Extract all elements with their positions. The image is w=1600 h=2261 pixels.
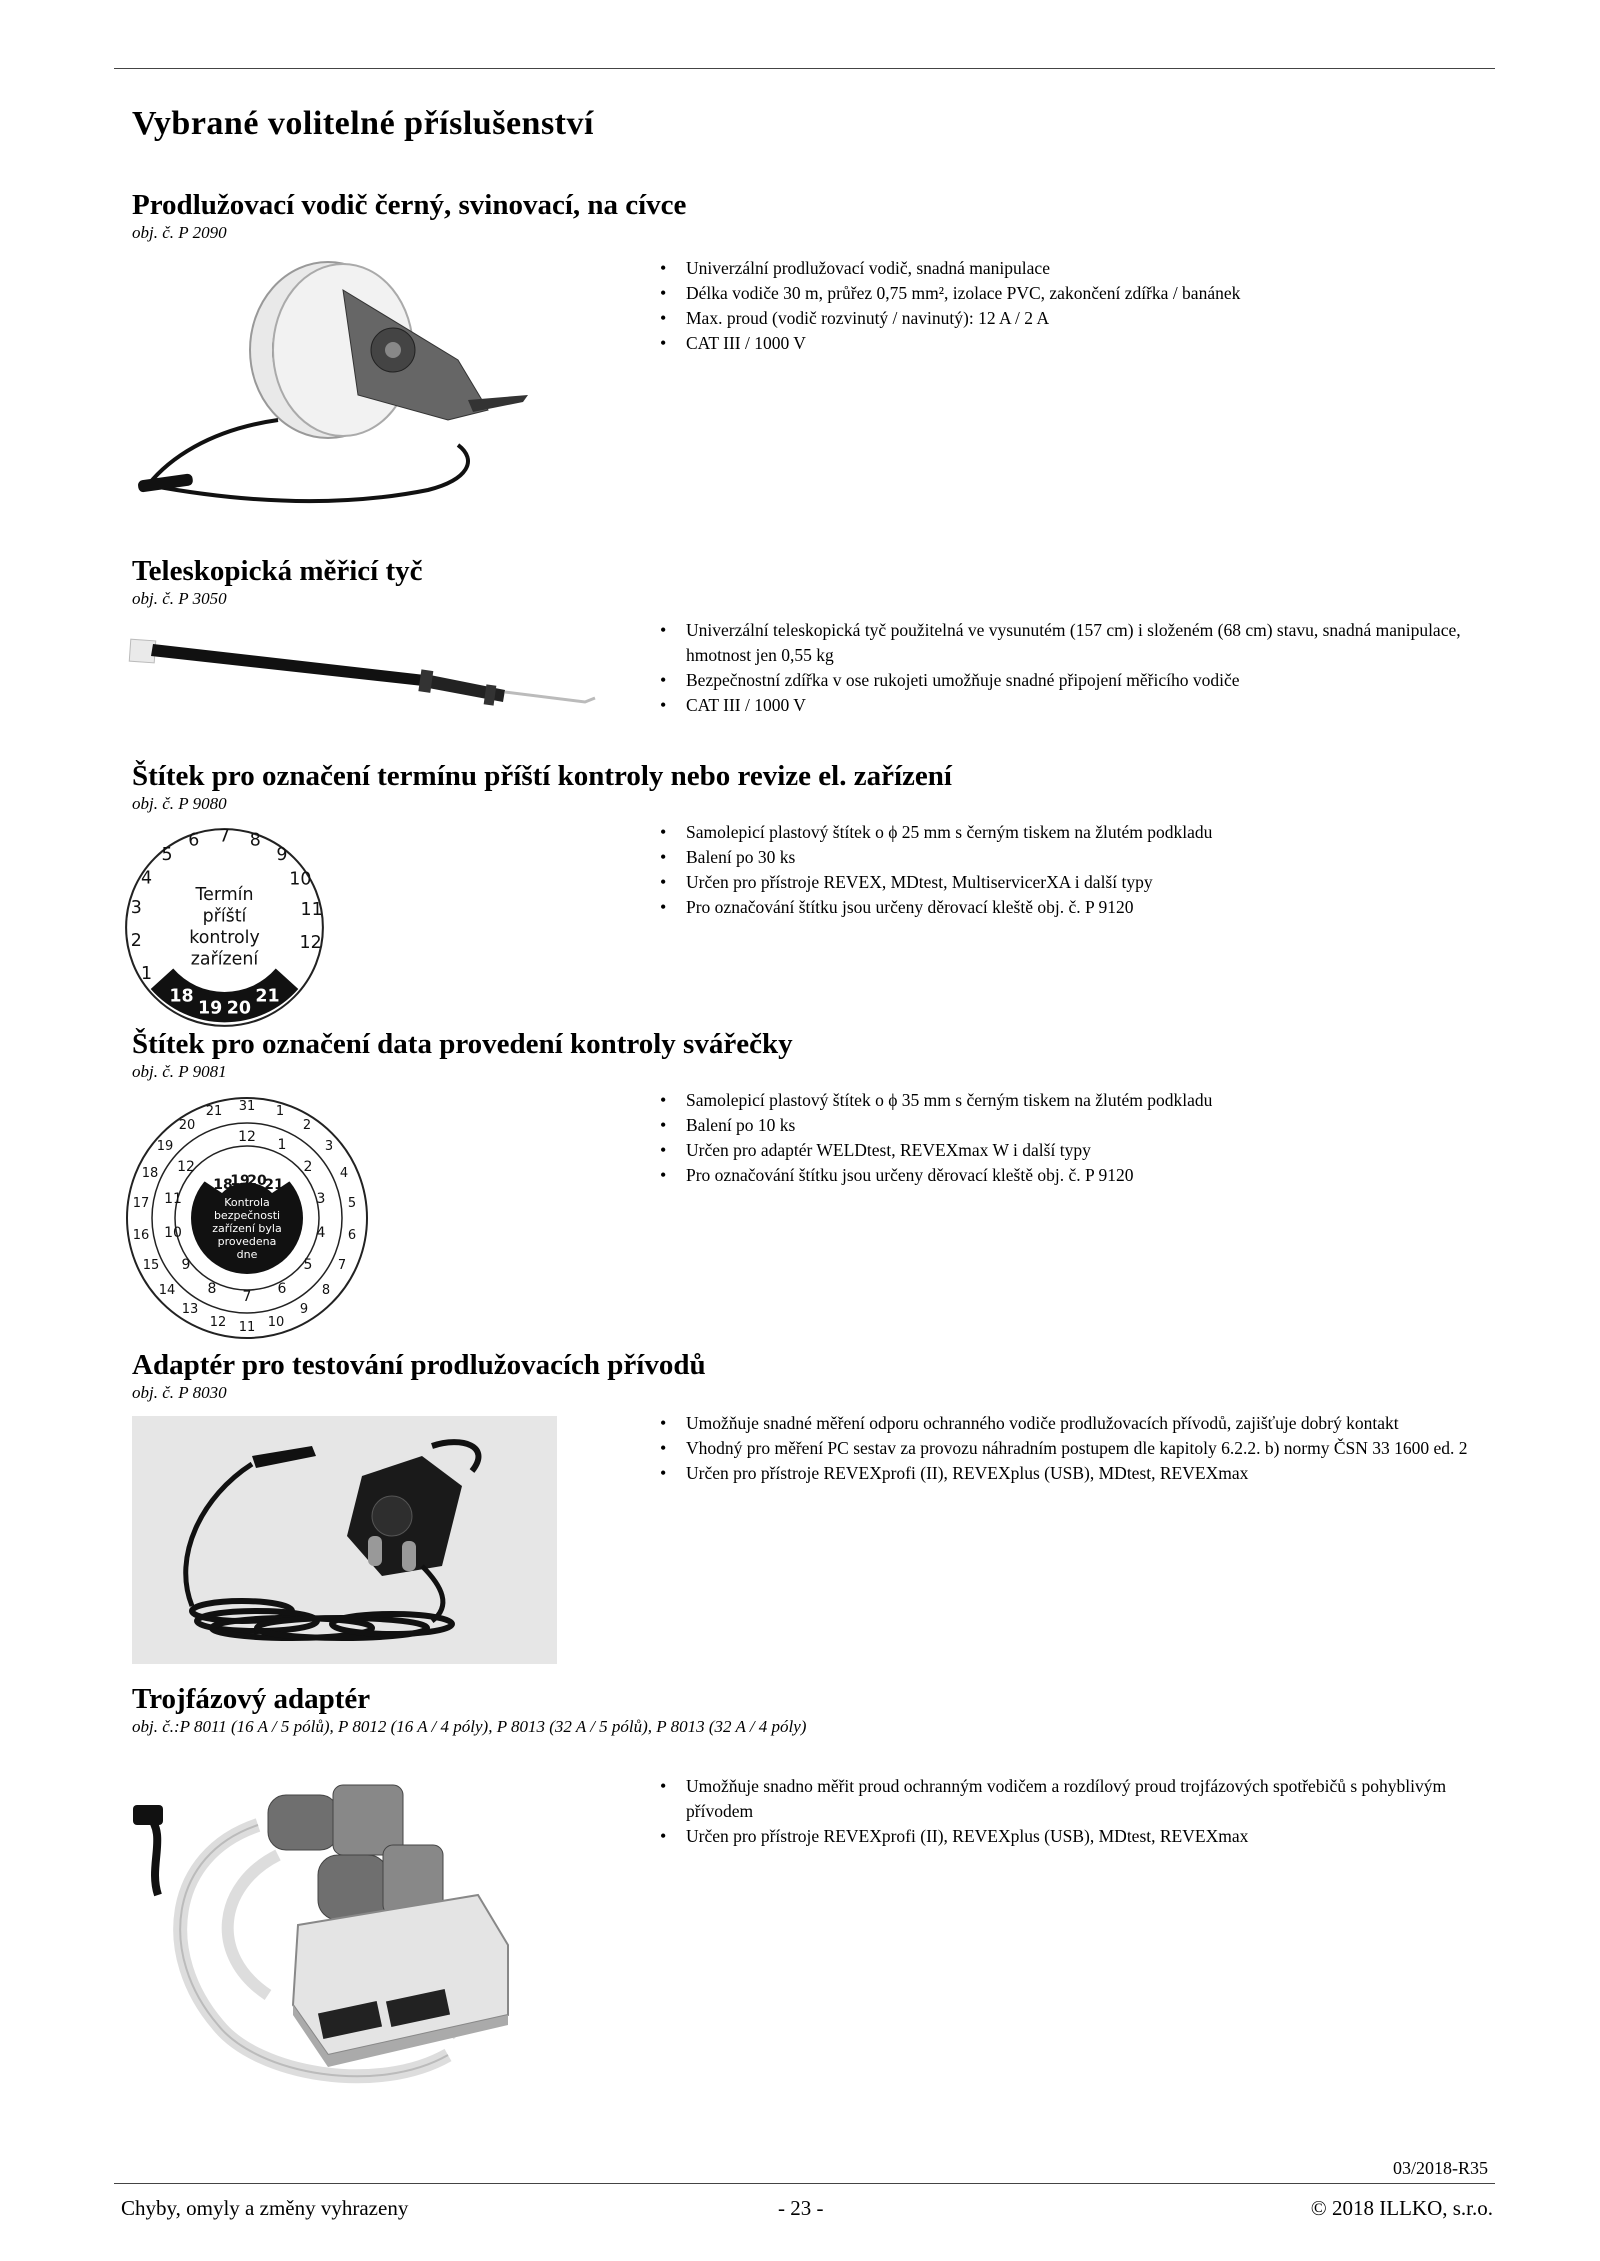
label-line: provedena [217, 1235, 277, 1248]
bullet-list-three-phase-adapter [660, 1774, 1510, 1849]
bullet-item: • Univerzální teleskopická tyč použitelná ve vysunutém (157 cm) i složeném (68 cm) stavu, snadná manipulace, hmotnost jen 0,55 kg [660, 618, 1510, 668]
svg-text:12: 12 [209, 1315, 227, 1330]
svg-text:3: 3 [324, 1139, 334, 1154]
three-phase-adapter-photo [128, 1775, 558, 2095]
svg-text:10: 10 [289, 869, 312, 890]
svg-text:18: 18 [141, 1166, 159, 1181]
section-title: Teleskopická měřicí tyč [132, 555, 423, 587]
svg-text:5: 5 [161, 844, 173, 865]
svg-text:10: 10 [267, 1315, 285, 1330]
year-label: 20 [226, 998, 251, 1019]
section-inspection-label [132, 758, 952, 814]
svg-text:6: 6 [277, 1281, 287, 1297]
svg-text:1: 1 [141, 963, 153, 984]
svg-text:4: 4 [316, 1225, 326, 1241]
bullet-item: • Určen pro adaptér WELDtest, REVEXmax W i další typy [660, 1138, 1510, 1163]
svg-text:4: 4 [141, 868, 153, 889]
svg-text:7: 7 [337, 1258, 347, 1273]
svg-text:21: 21 [205, 1104, 223, 1119]
bullet-item: • CAT III / 1000 V [660, 693, 1510, 718]
page-title: Vybrané volitelné příslušenství [132, 105, 594, 142]
footer-copyright: © 2018 ILLKO, s.r.o. [1310, 2196, 1493, 2220]
bullet-item: • Umožňuje snadno měřit proud ochranným vodičem a rozdílový proud trojfázových spotřebičů s pohyblivým přívodem [660, 1774, 1510, 1824]
svg-text:8: 8 [249, 830, 261, 851]
welder-label-image [122, 1093, 372, 1343]
label-line: Kontrola [224, 1196, 270, 1209]
telescopic-rod-photo [125, 630, 605, 720]
extension-adapter-photo [132, 1416, 557, 1664]
bullet-item: • Vhodný pro měření PC sestav za provozu náhradním postupem dle kapitoly 6.2.2. b) normy ČSN 33 1600 ed. 2 [660, 1436, 1510, 1461]
footer-disclaimer: Chyby, omyly a změny vyhrazeny [121, 2196, 409, 2220]
svg-text:7: 7 [242, 1289, 252, 1305]
year-label: 18 [213, 1177, 233, 1193]
bullet-list-cable-reel [660, 256, 1510, 356]
year-label: 19 [230, 1173, 250, 1189]
svg-text:2: 2 [303, 1159, 313, 1175]
bullet-item: • Určen pro přístroje REVEXprofi (II), REVEXplus (USB), MDtest, REVEXmax [660, 1824, 1510, 1849]
bullet-item: • Bezpečnostní zdířka v ose rukojeti umožňuje snadné připojení měřicího vodiče [660, 668, 1510, 693]
top-rule [114, 68, 1495, 69]
bullet-item: • Pro označování štítku jsou určeny děrovací kleště obj. č. P 9120 [660, 895, 1510, 920]
svg-text:5: 5 [347, 1196, 357, 1211]
bullet-item: • Max. proud (vodič rozvinutý / navinutý): 12 A / 2 A [660, 306, 1510, 331]
page-number: - 23 - [778, 2196, 824, 2220]
svg-text:3: 3 [130, 898, 142, 919]
svg-text:12: 12 [177, 1159, 195, 1175]
bullet-item: • Délka vodiče 30 m, průřez 0,75 mm², izolace PVC, zakončení zdířka / banánek [660, 281, 1510, 306]
bullet-item: • Pro označování štítku jsou určeny děrovací kleště obj. č. P 9120 [660, 1163, 1510, 1188]
year-label: 18 [169, 986, 194, 1007]
svg-text:20: 20 [178, 1118, 196, 1133]
section-extension-adapter [132, 1347, 706, 1403]
svg-text:5: 5 [303, 1257, 313, 1273]
svg-text:2: 2 [130, 930, 142, 951]
bullet-item: • Samolepicí plastový štítek o ϕ 35 mm s černým tiskem na žlutém podkladu [660, 1088, 1510, 1113]
label-line: bezpečnosti [213, 1209, 281, 1222]
order-code: obj. č. P 2090 [132, 223, 227, 242]
section-title: Prodlužovací vodič černý, svinovací, na cívce [132, 189, 687, 221]
svg-text:16: 16 [132, 1228, 150, 1243]
svg-text:3: 3 [316, 1191, 326, 1207]
svg-text:17: 17 [132, 1196, 150, 1211]
label-line: Termín [195, 884, 254, 905]
year-label: 21 [264, 1177, 284, 1193]
bullet-item: • Určen pro přístroje REVEXprofi (II), REVEXplus (USB), MDtest, REVEXmax [660, 1461, 1510, 1486]
bottom-rule [114, 2183, 1495, 2184]
svg-text:15: 15 [142, 1258, 160, 1273]
svg-text:7: 7 [218, 826, 231, 847]
svg-text:1: 1 [277, 1137, 287, 1153]
svg-text:14: 14 [158, 1283, 176, 1298]
order-code: obj. č.:P 8011 (16 A / 5 pólů), P 8012 (16 A / 4 póly), P 8013 (32 A / 5 pólů), P 8013 (32 A / 4 póly) [132, 1717, 807, 1736]
svg-text:9: 9 [181, 1257, 191, 1273]
bullet-list-welder-label [660, 1088, 1510, 1188]
svg-text:1: 1 [275, 1104, 285, 1119]
bullet-list-telescopic-rod [660, 618, 1510, 718]
section-title: Štítek pro označení termínu příští kontroly nebo revize el. zařízení [132, 760, 952, 792]
section-welder-label [132, 1026, 793, 1082]
bullet-item: • Samolepicí plastový štítek o ϕ 25 mm s černým tiskem na žlutém podkladu [660, 820, 1510, 845]
bullet-item: • Balení po 30 ks [660, 845, 1510, 870]
label-line: zařízení byla [212, 1222, 282, 1235]
bullet-item: • Balení po 10 ks [660, 1113, 1510, 1138]
svg-text:12: 12 [299, 933, 322, 953]
bullet-list-extension-adapter [660, 1411, 1510, 1486]
svg-text:2: 2 [302, 1118, 312, 1133]
order-code: obj. č. P 8030 [132, 1383, 227, 1402]
year-label: 21 [255, 986, 280, 1007]
order-code: obj. č. P 3050 [132, 589, 227, 608]
section-title: Adaptér pro testování prodlužovacích přívodů [132, 1349, 706, 1381]
bullet-list-inspection-label [660, 820, 1510, 920]
svg-text:9: 9 [299, 1302, 309, 1317]
section-cable-reel [132, 187, 686, 243]
section-title: Trojfázový adaptér [132, 1683, 371, 1715]
svg-text:6: 6 [188, 830, 200, 851]
svg-text:12: 12 [238, 1129, 256, 1145]
svg-text:9: 9 [276, 844, 288, 865]
label-line: kontroly [189, 927, 260, 948]
svg-text:6: 6 [347, 1228, 357, 1243]
label-line: příští [202, 906, 247, 927]
bullet-item: • Určen pro přístroje REVEX, MDtest, MultiservicerXA i další typy [660, 870, 1510, 895]
bullet-item: • CAT III / 1000 V [660, 331, 1510, 356]
section-three-phase-adapter [132, 1681, 806, 1737]
svg-text:4: 4 [339, 1166, 349, 1181]
label-line: zařízení [190, 949, 259, 970]
order-code: obj. č. P 9080 [132, 794, 227, 813]
svg-text:11: 11 [238, 1320, 256, 1335]
svg-text:19: 19 [156, 1139, 174, 1154]
label-line: dne [236, 1248, 258, 1261]
year-label: 19 [198, 998, 223, 1019]
section-telescopic-rod [132, 553, 423, 609]
svg-text:11: 11 [164, 1191, 182, 1207]
svg-text:13: 13 [181, 1302, 199, 1317]
order-code: obj. č. P 9081 [132, 1062, 227, 1081]
section-title: Štítek pro označení data provedení kontroly svářečky [132, 1028, 793, 1060]
bullet-item: • Umožňuje snadné měření odporu ochranného vodiče prodlužovacích přívodů, zajišťuje dobrý kontakt [660, 1411, 1510, 1436]
svg-text:10: 10 [164, 1225, 182, 1241]
svg-text:8: 8 [321, 1283, 331, 1298]
revision-code: 03/2018-R35 [1392, 2158, 1488, 2178]
inspection-label-image [122, 825, 327, 1030]
svg-text:31: 31 [238, 1099, 256, 1114]
bullet-item: • Univerzální prodlužovací vodič, snadná manipulace [660, 256, 1510, 281]
year-label: 20 [247, 1173, 267, 1189]
svg-text:11: 11 [300, 900, 323, 921]
svg-text:8: 8 [207, 1281, 217, 1297]
cable-reel-photo [128, 250, 588, 530]
